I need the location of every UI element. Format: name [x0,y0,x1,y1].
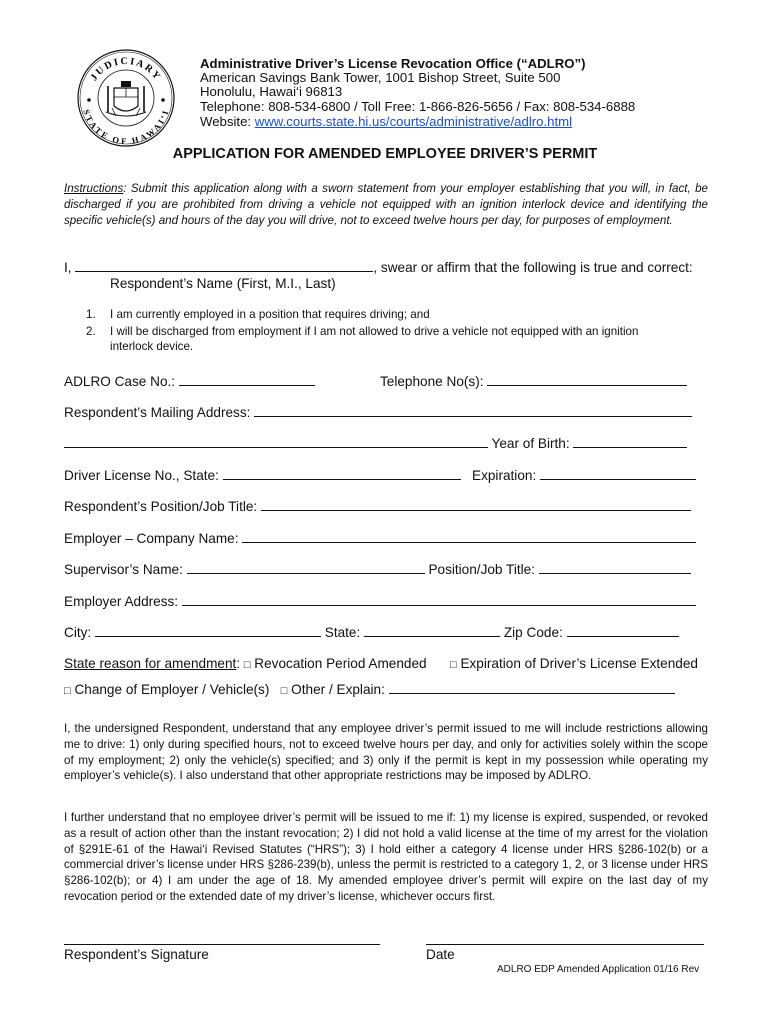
expiration-field[interactable] [540,467,696,480]
employer-address-row [64,593,696,609]
oath-suffix: , swear or affirm that the following is true and correct: [373,260,693,275]
oath-line [64,259,693,275]
year-of-birth-field[interactable] [573,435,687,448]
position-label: Respondent’s Position/Job Title: [64,499,258,514]
year-of-birth-label: Year of Birth: [491,436,570,451]
telephone-label: Telephone No(s): [380,374,484,389]
website-link[interactable]: www.courts.state.hi.us/courts/administrative/adlro.html [254,114,573,129]
checkbox-change-employer[interactable]: □ [64,685,71,697]
supervisor-field[interactable] [187,561,425,574]
understanding-paragraph: I, the undersigned Respondent, understand that any employee driver’s permit issued to me will include restrictions allowing me to drive: 1) only during specified hours, not to exceed twelve hours per day, and only for activities solely within the scope of my employment; 2) only the vehicle(s) specified; and 3) only if the permit is kept in my possession while operating my employer’s vehicle(s). I also understand that other appropriate restrictions may be imposed by ADLRO. [64,722,708,783]
office-website [200,115,572,130]
statement-1-text: I am currently employed in a position that requires driving; and [110,308,430,321]
reason-colon: : [236,656,241,671]
state-field[interactable] [364,624,500,637]
supervisor-position-field[interactable] [539,561,691,574]
office-phones: Telephone: 808-534-6800 / Toll Free: 1-866-826-5656 / Fax: 808-534-6888 [200,99,636,114]
signature-line[interactable] [64,944,380,945]
instructions-text: : Submit this application along with a sworn statement from your employer establishing that you will, in fact, be discharged if you are prohibited from driving a vehicle not equipped with an ignition interlock device and identifying the specific vehicle(s) and hours of the day you will drive, not to exceed twelve hours per day, for purposes of employment. [64,182,708,227]
office-address-2: Honolulu, Hawai‘i 96813 [200,84,343,99]
statement-2-num: 2. [86,325,96,338]
reason-row-1b [450,656,698,671]
driver-license-label: Driver License No., State: [64,468,219,483]
statement-2-text-cont: interlock device. [110,340,194,353]
position-row [64,498,691,514]
option-revocation-amended: Revocation Period Amended [254,656,427,671]
case-no-label: ADLRO Case No.: [64,374,176,389]
reason-row-1 [64,656,427,671]
checkbox-license-extended[interactable]: □ [450,659,457,671]
telephone-row [380,373,687,389]
svg-text:STATE OF HAWAI‘I [81,108,171,146]
date-caption: Date [426,947,455,962]
option-change-employer: Change of Employer / Vehicle(s) [74,682,270,697]
mailing-address-field[interactable] [254,404,692,417]
mailing-address-field-2[interactable] [64,435,488,448]
supervisor-position-label: Position/Job Title: [428,562,535,577]
seal-text-top: JUDICIARY [88,55,164,84]
supervisor-label: Supervisor’s Name: [64,562,183,577]
supervisor-row [64,561,691,577]
zip-label: Zip Code: [503,625,563,640]
employer-row [64,530,696,546]
statement-2-text: I will be discharged from employment if I am not allowed to drive a vehicle not equipped with an ignition [110,325,639,338]
zip-field[interactable] [567,624,679,637]
employer-field[interactable] [242,530,696,543]
instructions [64,181,708,229]
office-name: Administrative Driver’s License Revocation Office (“ADLRO”) [200,56,586,71]
form-footer: ADLRO EDP Amended Application 01/16 Rev [497,964,700,975]
driver-license-row [64,467,461,483]
further-understanding-paragraph: I further understand that no employee driver’s permit will be issued to me if: 1) my license is expired, suspended, or revoked as a result of action other than the instant revocation; 2) I did not hold a valid license at the time of my arrest for the violation of §291E-61 of the Hawai‘i Revised Statutes (“HRS”); 3) I hold either a category 4 license under HRS §286-102(b) or a commercial driver’s license under HRS §286-239(b), unless the permit is restricted to a category 1, 2, or 3 license under HRS §286-102(b); or 4) I am under the age of 18. My amended employee driver’s permit will expire on the last day of my revocation period or the extended date of my driver’s license, whichever occurs first. [64,811,708,903]
case-no-row [64,373,315,389]
expiration-row [472,467,696,483]
page-title: APPLICATION FOR AMENDED EMPLOYEE DRIVER’S PERMIT [172,146,598,162]
date-line[interactable] [426,944,704,945]
office-address-1: American Savings Bank Tower, 1001 Bishop Street, Suite 500 [200,70,561,85]
checkbox-revocation-amended[interactable]: □ [243,659,251,671]
statement-1-num: 1. [86,308,96,321]
employer-address-label: Employer Address: [64,594,179,609]
telephone-field[interactable] [487,373,687,386]
other-explain-field[interactable] [389,681,675,694]
employer-label: Employer – Company Name: [64,531,239,546]
judiciary-seal [76,48,176,148]
reason-row-2 [64,681,675,697]
mailing-address-row [64,404,692,420]
website-label: Website: [200,114,255,129]
state-label: State: [324,625,361,640]
seal-text-bottom: STATE OF HAWAI‘I [80,108,172,147]
oath-prefix: I, [64,260,72,275]
option-other: Other / Explain: [291,682,385,697]
case-no-field[interactable] [179,373,315,386]
name-caption: Respondent’s Name (First, M.I., Last) [110,276,336,291]
city-label: City: [64,625,92,640]
mailing-address-label: Respondent’s Mailing Address: [64,405,251,420]
respondent-name-field[interactable] [75,259,373,272]
signature-caption: Respondent’s Signature [64,947,209,962]
year-of-birth-row [64,435,687,451]
driver-license-field[interactable] [223,467,461,480]
position-field[interactable] [261,498,691,511]
expiration-label: Expiration: [472,468,537,483]
option-license-extended: Expiration of Driver’s License Extended [460,656,698,671]
checkbox-other[interactable]: □ [280,685,288,697]
reason-label: State reason for amendment [64,656,237,671]
city-field[interactable] [95,624,321,637]
employer-address-field[interactable] [182,593,696,606]
instructions-label: Instructions [64,182,124,195]
city-state-zip-row [64,624,679,640]
